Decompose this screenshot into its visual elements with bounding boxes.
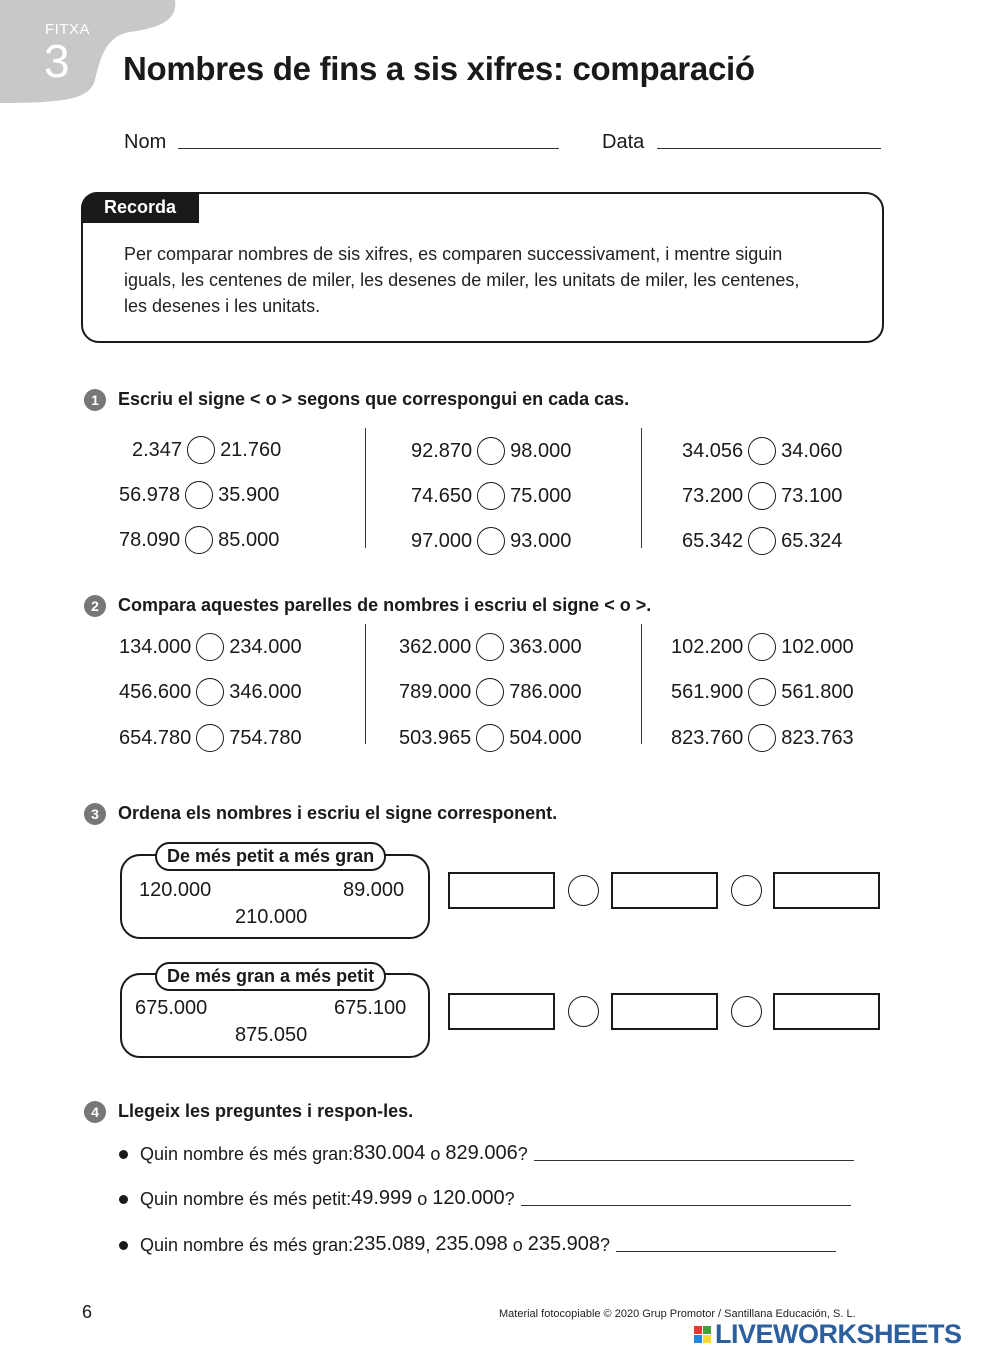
sign-circle[interactable] xyxy=(731,996,762,1027)
comparison-row xyxy=(682,480,842,512)
sign-circle[interactable] xyxy=(748,527,776,555)
comparison-row xyxy=(119,631,302,663)
sign-circle[interactable] xyxy=(185,481,213,509)
sign-circle[interactable] xyxy=(748,482,776,510)
comparison-row xyxy=(119,676,302,708)
number-left: 73.200 xyxy=(682,484,744,507)
sign-circle[interactable] xyxy=(748,678,776,706)
sign-circle[interactable] xyxy=(187,436,215,464)
number-left: 56.978 xyxy=(119,483,181,506)
number-left: 789.000 xyxy=(399,680,472,703)
comparison-row xyxy=(119,524,279,556)
number-right: 504.000 xyxy=(509,726,582,749)
question-text: Quin nombre és més gran: xyxy=(140,1144,354,1164)
order-number: 875.050 xyxy=(235,1024,308,1046)
number-right: 65.324 xyxy=(781,529,843,552)
number-right: 754.780 xyxy=(229,726,302,749)
answer-box[interactable] xyxy=(773,993,880,1030)
answer-box[interactable] xyxy=(611,872,718,909)
number-right: 73.100 xyxy=(781,484,843,507)
number-left: 823.760 xyxy=(671,726,744,749)
question-suffix: ? xyxy=(504,1189,515,1209)
comparison-row xyxy=(399,722,582,754)
exercise-1-number: 1 xyxy=(84,389,106,411)
question-number: 235.098 xyxy=(435,1233,508,1255)
comparison-row xyxy=(411,525,571,557)
number-right: 34.060 xyxy=(781,439,843,462)
question-text: Quin nombre és més petit: xyxy=(140,1189,352,1209)
page-title: Nombres de fins a sis xifres: comparació xyxy=(123,50,755,87)
number-left: 74.650 xyxy=(411,484,473,507)
number-left: 362.000 xyxy=(399,635,472,658)
question-number: 829.006 xyxy=(445,1142,518,1164)
comparison-row xyxy=(671,676,854,708)
question-text: Quin nombre és més gran: xyxy=(140,1235,354,1255)
comparison-row xyxy=(682,435,842,467)
number-left: 456.600 xyxy=(119,680,192,703)
comparison-row xyxy=(132,434,281,466)
question-number: 235.908 xyxy=(527,1233,601,1255)
exercise-2-instruction: Compara aquestes parelles de nombres i escriu el signe < o >. xyxy=(118,595,652,615)
number-right: 561.800 xyxy=(781,680,854,703)
sign-circle[interactable] xyxy=(748,724,776,752)
number-left: 78.090 xyxy=(119,528,181,551)
number-right: 346.000 xyxy=(229,680,302,703)
exercise-1-instruction: Escriu el signe < o > segons que correspongui en cada cas. xyxy=(118,389,630,409)
number-left: 97.000 xyxy=(411,529,473,552)
number-right: 363.000 xyxy=(509,635,582,658)
number-right: 786.000 xyxy=(509,680,582,703)
number-right: 85.000 xyxy=(218,528,280,551)
sign-circle[interactable] xyxy=(185,526,213,554)
sign-circle[interactable] xyxy=(196,724,224,752)
question-2 xyxy=(119,1187,851,1210)
number-left: 2.347 xyxy=(132,438,183,461)
number-right: 75.000 xyxy=(510,484,572,507)
answer-line[interactable] xyxy=(616,1251,836,1252)
order-number: 675.000 xyxy=(135,997,208,1019)
name-field[interactable] xyxy=(178,148,559,149)
exercise-4-number: 4 xyxy=(84,1101,106,1123)
answer-line[interactable] xyxy=(534,1160,854,1161)
question-separator: , xyxy=(425,1235,436,1255)
sign-circle[interactable] xyxy=(568,875,599,906)
comparison-row xyxy=(671,722,854,754)
number-right: 98.000 xyxy=(510,439,572,462)
comparison-row xyxy=(682,525,842,557)
order-number: 210.000 xyxy=(235,906,308,928)
exercise-3-number: 3 xyxy=(84,803,106,825)
copyright-notice: Material fotocopiable © 2020 Grup Promotor / Santillana Educación, S. L. xyxy=(499,1308,856,1320)
comparison-row xyxy=(119,722,302,754)
bullet-icon xyxy=(119,1241,128,1250)
number-right: 21.760 xyxy=(220,438,282,461)
date-field[interactable] xyxy=(657,148,881,149)
sign-circle[interactable] xyxy=(477,437,505,465)
sign-circle[interactable] xyxy=(196,678,224,706)
comparison-row xyxy=(411,435,571,467)
number-left: 503.965 xyxy=(399,726,472,749)
order-number: 89.000 xyxy=(343,879,405,901)
liveworksheets-logo[interactable] xyxy=(694,1318,962,1350)
answer-line[interactable] xyxy=(521,1205,851,1206)
number-right: 102.000 xyxy=(781,635,854,658)
sign-circle[interactable] xyxy=(477,527,505,555)
question-separator: o xyxy=(425,1144,446,1164)
exercise-2-number: 2 xyxy=(84,595,106,617)
fitxa-number: 3 xyxy=(44,35,70,87)
number-left: 134.000 xyxy=(119,635,192,658)
exercise-3-instruction: Ordena els nombres i escriu el signe corresponent. xyxy=(118,803,558,823)
sign-circle[interactable] xyxy=(476,724,504,752)
page-number: 6 xyxy=(82,1302,93,1322)
question-suffix: ? xyxy=(517,1144,528,1164)
column-divider xyxy=(365,624,366,744)
number-right: 823.763 xyxy=(781,726,854,749)
sign-circle[interactable] xyxy=(476,633,504,661)
bullet-icon xyxy=(119,1195,128,1204)
date-label: Data xyxy=(602,131,645,153)
sign-circle[interactable] xyxy=(731,875,762,906)
sign-circle[interactable] xyxy=(748,437,776,465)
answer-box[interactable] xyxy=(448,993,555,1030)
comparison-row xyxy=(399,676,582,708)
number-left: 92.870 xyxy=(411,439,473,462)
column-divider xyxy=(641,624,642,744)
comparison-row xyxy=(671,631,854,663)
column-divider xyxy=(365,428,366,548)
sign-circle[interactable] xyxy=(477,482,505,510)
question-3 xyxy=(119,1233,836,1256)
answer-box[interactable] xyxy=(448,872,555,909)
question-separator: o xyxy=(507,1235,528,1255)
question-number: 830.004 xyxy=(353,1142,426,1164)
comparison-row xyxy=(399,631,582,663)
sign-circle[interactable] xyxy=(476,678,504,706)
order-group-label: De més gran a més petit xyxy=(155,962,386,991)
sign-circle[interactable] xyxy=(568,996,599,1027)
sign-circle[interactable] xyxy=(196,633,224,661)
sign-circle[interactable] xyxy=(748,633,776,661)
question-suffix: ? xyxy=(600,1235,611,1255)
answer-box[interactable] xyxy=(611,993,718,1030)
number-right: 35.900 xyxy=(218,483,280,506)
question-1 xyxy=(119,1142,854,1165)
comparison-row xyxy=(119,479,279,511)
exercise-4-instruction: Llegeix les preguntes i respon-les. xyxy=(118,1101,414,1121)
order-group-label: De més petit a més gran xyxy=(155,842,386,871)
liveworksheets-brand: LIVEWORKSHEETS xyxy=(715,1318,962,1349)
recorda-tag: Recorda xyxy=(81,192,199,223)
comparison-row xyxy=(411,480,571,512)
fitxa-label: FITXA xyxy=(45,21,91,38)
question-separator: o xyxy=(412,1189,433,1209)
number-right: 93.000 xyxy=(510,529,572,552)
question-number: 49.999 xyxy=(351,1187,413,1209)
order-number: 120.000 xyxy=(139,879,212,901)
question-number: 120.000 xyxy=(432,1187,505,1209)
number-left: 102.200 xyxy=(671,635,744,658)
liveworksheets-icon xyxy=(694,1326,711,1343)
answer-box[interactable] xyxy=(773,872,880,909)
question-number: 235.089 xyxy=(353,1233,426,1255)
order-number: 675.100 xyxy=(334,997,407,1019)
number-left: 654.780 xyxy=(119,726,192,749)
bullet-icon xyxy=(119,1150,128,1159)
recorda-text: Per comparar nombres de sis xifres, es comparen successivament, i mentre siguin iguals, les centenes de miler, les desenes de miler, les unitats de miler, les centenes, les desenes i les unitats. xyxy=(124,244,800,316)
name-label: Nom xyxy=(124,131,167,153)
number-right: 234.000 xyxy=(229,635,302,658)
number-left: 34.056 xyxy=(682,439,744,462)
number-left: 65.342 xyxy=(682,529,744,552)
column-divider xyxy=(641,428,642,548)
number-left: 561.900 xyxy=(671,680,744,703)
